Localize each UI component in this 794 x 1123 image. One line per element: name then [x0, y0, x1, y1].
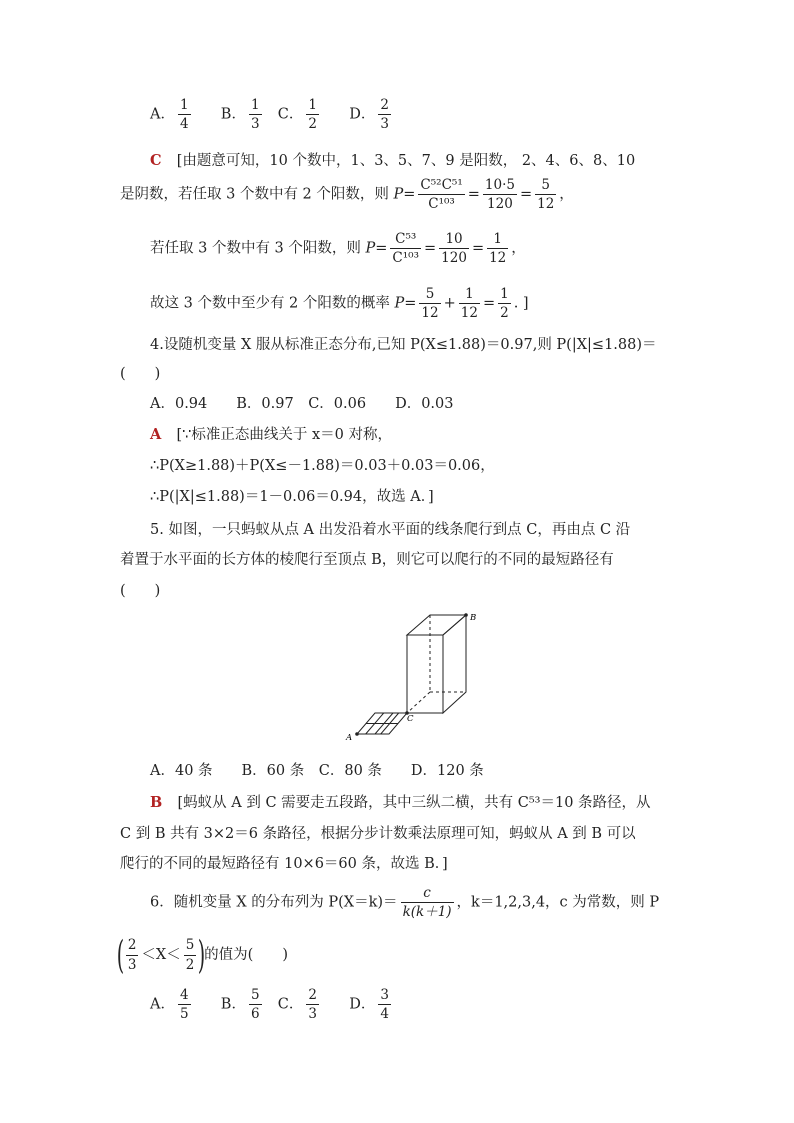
q5-answer: B	[150, 794, 163, 811]
option-a-fraction: $\frac{1}{4}$	[179, 97, 189, 133]
option-c-label: C．	[277, 106, 304, 123]
q4-answer: A	[150, 426, 162, 443]
option-d-fraction: $\frac{2}{3}$	[380, 97, 389, 133]
q4-stem: 4.设随机变量 X 服从标准正态分布,已知 P(X≤1.88)＝0.97,则 P(|X|≤1.88)＝	[150, 337, 657, 353]
q6-stem-line1: 6．随机变量 X 的分布列为 P(X＝k)＝ $\frac{c}{k(k+1)}$ ，k＝1,2,3,4，c 为常数，则 P	[150, 885, 660, 921]
q3-options	[150, 98, 394, 131]
cuboid-top-face	[407, 615, 466, 635]
q6-option-b-fraction: $\frac{5}{6}$	[250, 987, 260, 1023]
q5-stem-line2: 着置于水平面的长方体的棱爬行至顶点 B，则它可以爬行的不同的最短路径有	[120, 552, 614, 568]
q4-solution-line1: A [∵标准正态曲线关于 x＝0 对称，	[150, 426, 392, 443]
q5-solution-line1: B [蚂蚁从 A 到 C 需要走五段路，其中三纵二横，共有 C⁵³＝10 条路径，从	[150, 794, 651, 811]
cuboid-grid-figure	[330, 600, 490, 750]
q6-option-a-fraction: $\frac{4}{5}$	[179, 987, 189, 1023]
q3-solution-line2: 是阴数，若任取 3 个数中有 2 个阳数，则 P= $\frac{\text{C⁵²C⁵¹}}{\text{C¹⁰³}}$ = $\frac{10\cdot 5}{120}$ = $\frac{5}{12}$ ，	[120, 177, 574, 213]
q6-pmf-fraction: $\frac{c}{k(k+1)}$	[402, 885, 452, 921]
q3-solution-line3: 若任取 3 个数中有 3 个阳数，则 P= $\frac{\text{C⁵³}}{\text{C¹⁰³}}$ = $\frac{10}{120}$ = $\frac{1}{12}$ ，	[150, 231, 526, 267]
option-b-label: B．	[220, 106, 246, 123]
q6-stem-line2: ( $\frac{2}{3}$ ＜X＜ $\frac{5}{2}$ )的值为( )	[116, 933, 288, 977]
q6-options	[150, 988, 394, 1021]
option-a-label: A．	[150, 106, 175, 123]
label-b: B	[470, 613, 477, 623]
q3-solution-line1: C [由题意可知，10 个数中，1、3、5、7、9 是阳数， 2、4、6、8、10	[150, 152, 636, 169]
q3-answer: C	[150, 152, 162, 169]
q6-option-a-label: A．	[150, 996, 175, 1013]
q4-solution-line3: ∴P(|X|≤1.88)＝1－0.06＝0.94，故选 A．]	[150, 489, 434, 505]
option-b-fraction: $\frac{1}{3}$	[250, 97, 260, 133]
q5-solution-line2: C 到 B 共有 3×2＝6 条路径，根据分步计数乘法原理可知，蚂蚁从 A 到 B 可以	[120, 826, 636, 842]
q6-option-d-fraction: $\frac{3}{4}$	[380, 987, 389, 1023]
cuboid-right-face	[443, 615, 466, 713]
q6-option-c-label: C．	[277, 996, 304, 1013]
q4-solution-line2: ∴P(X≥1.88)＋P(X≤－1.88)＝0.03＋0.03＝0.06，	[150, 458, 495, 474]
q5-paren: ( )	[120, 583, 161, 599]
option-d-label: D．	[349, 106, 376, 123]
q6-option-b-label: B．	[220, 996, 246, 1013]
q5-solution-line3: 爬行的不同的最短路径有 10×6＝60 条，故选 B．]	[120, 856, 448, 872]
cuboid-hidden-edges	[407, 615, 466, 713]
label-a: A	[346, 733, 353, 743]
ground-grid	[357, 713, 407, 734]
cuboid-front-face	[407, 635, 443, 713]
q4-options: A．0.94 B．0.97 C．0.06 D．0.03	[150, 396, 454, 412]
q6-option-c-fraction: $\frac{2}{3}$	[308, 987, 317, 1023]
q4-paren: ( )	[120, 366, 161, 382]
q5-options: A．40 条 B．60 条 C．80 条 D．120 条	[150, 763, 484, 779]
q6-option-d-label: D．	[349, 996, 376, 1013]
option-c-fraction: $\frac{1}{2}$	[308, 97, 317, 133]
label-c: C	[407, 714, 414, 724]
q5-stem-line1: 5. 如图，一只蚂蚁从点 A 出发沿着水平面的线条爬行到点 C，再由点 C 沿	[150, 522, 631, 538]
q3-solution-line4: 故这 3 个数中至少有 2 个阳数的概率 P= $\frac{5}{12}$ + $\frac{1}{12}$ = $\frac{1}{2}$ . ]	[150, 286, 529, 322]
